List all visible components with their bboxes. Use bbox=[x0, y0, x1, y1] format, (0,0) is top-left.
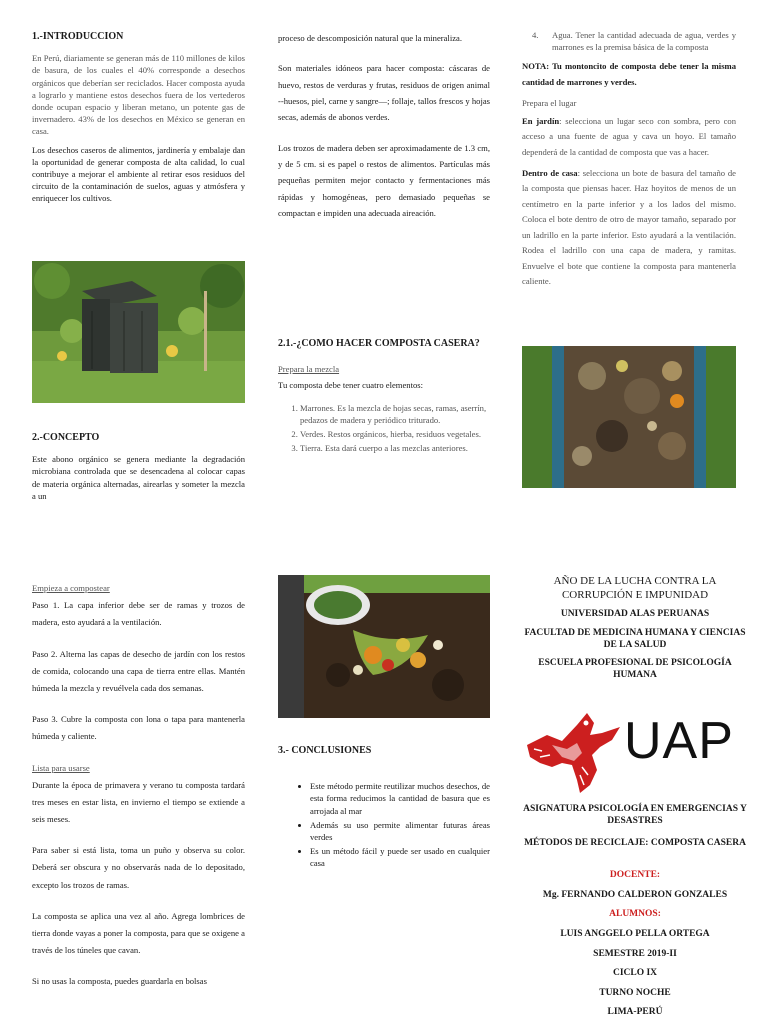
heading-conclusiones: 3.- CONCLUSIONES bbox=[278, 745, 372, 756]
nota-label: NOTA bbox=[522, 61, 547, 72]
list-item: • Además su uso permite alimentar futuras áreas verdes bbox=[310, 819, 490, 843]
prepara-mezcla-label: Prepara la mezcla bbox=[278, 364, 340, 375]
agua-item bbox=[522, 30, 736, 53]
conclusiones-list bbox=[278, 780, 490, 869]
cover-escuela: ESCUELA PROFESIONAL DE PSICOLOGÍA HUMANA bbox=[538, 658, 732, 680]
column-intro bbox=[32, 30, 245, 211]
cover-lugar: LIMA-PERÚ bbox=[607, 1007, 663, 1017]
agua-item-number: 4. bbox=[532, 30, 539, 40]
list-item: 1. Marrones. Es la mezcla de hojas secas, ramas, aserrín, pedazos de madera y periódico triturado. bbox=[300, 402, 490, 426]
materiales-paragraph: Son materiales idóneos para hacer composta: cáscaras de huevo, restos de verduras y frutas, residuos de origen animal --huesos, piel, carne y sangre—; follaje, tallos frescos y hojas secas, además de abonos verdes. bbox=[278, 63, 490, 123]
empieza-compostear-label: Empieza a compostear bbox=[32, 583, 110, 593]
heading-como-hacer: 2.1.-¿COMO HACER COMPOSTA CASERA? bbox=[278, 338, 480, 349]
casa-paragraph bbox=[522, 166, 736, 290]
nota-paragraph bbox=[522, 59, 736, 90]
jardin-label: En jardín bbox=[522, 115, 560, 126]
lista-paragraph-1: Durante la época de primavera y verano tu composta tardará tres meses en estar lista, en invierno el tiempo se extiende a seis meses. bbox=[32, 779, 245, 825]
list-item: • Es un método fácil y puede ser usado en cualquier casa bbox=[310, 845, 490, 869]
column-concepto bbox=[32, 431, 245, 508]
heading-concepto: 2.-CONCEPTO bbox=[32, 432, 100, 443]
uap-logo bbox=[522, 705, 734, 795]
elementos-intro: Tu composta debe tener cuatro elementos: bbox=[278, 380, 424, 391]
cover-alumno: LUIS ANGGELO PELLA ORTEGA bbox=[560, 929, 710, 939]
condor-emblem-icon bbox=[522, 705, 622, 795]
cover-docente-label: DOCENTE: bbox=[609, 870, 661, 880]
nota-text: : Tu montoncito de composta debe tener la misma cantidad de marrones y verdes. bbox=[522, 61, 736, 87]
column-materiales bbox=[278, 30, 490, 227]
paso-3: Paso 3. Cubre la composta con lona o tapa para mantenerla húmeda y caliente. bbox=[32, 714, 245, 742]
food-scraps-photo bbox=[278, 575, 490, 718]
column-conclusiones bbox=[278, 744, 490, 872]
column-compostear bbox=[32, 580, 245, 997]
cover-asignatura: ASIGNATURA PSICOLOGÍA EN EMERGENCIAS Y DESASTRES bbox=[523, 804, 747, 826]
cover-semestre: SEMESTRE 2019-II bbox=[593, 949, 677, 959]
cover-ciclo: CICLO IX bbox=[612, 968, 658, 978]
list-item: 3. Tierra. Esta dará cuerpo a las mezclas anteriores. bbox=[300, 442, 490, 454]
casa-text: : selecciona un bote de basura del tamaño de la composta que piensas hacer. Haz hoyitos de menos de un centímetro en la parte inferior y a los lados del mismo. Coloca el bote dentro de otro de mayor tamaño, separado por un ladrillo en la parte inferior. Esto ayudará a la ventilación. Rodea el ladrillo con una capa de madera, y ramitas. Envuelve el bote que contiene la composta para mantenerla caliente. bbox=[522, 168, 736, 287]
column-lugar bbox=[522, 30, 736, 296]
cover-docente: Mg. FERNANDO CALDERON GONZALES bbox=[542, 890, 728, 900]
heading-introduccion: 1.-INTRODUCCION bbox=[32, 31, 124, 42]
jardin-paragraph bbox=[522, 114, 736, 160]
concepto-paragraph: Este abono orgánico se genera mediante la degradación microbiana controlada que se desencadena al colocar capas de materia orgánica alternadas, airearlas y someter la mezcla a un bbox=[32, 454, 245, 501]
lista-paragraph-2: Para saber si está lista, toma un puño y observa su color. Deberá ser obscura y no observarás nada de lo depositado, excepto los trozos de ramas. bbox=[32, 845, 245, 890]
cover-alumnos-label: ALUMNOS: bbox=[609, 909, 661, 919]
cover-metodos: MÉTODOS DE RECICLAJE: COMPOSTA CASERA bbox=[524, 838, 746, 848]
docente-label-text: DOCENTE bbox=[609, 870, 657, 880]
cover-turno: TURNO NOCHE bbox=[599, 988, 671, 998]
list-item: • Este método permite reutilizar muchos desechos, de esta forma reducimos la cantidad de basura que es arrojada al mar bbox=[310, 780, 490, 817]
lista-paragraph-3: La composta se aplica una vez al año. Agrega lombrices de tierra donde vayas a poner la composta, para que se oxigene a través de los túneles que cavan. bbox=[32, 910, 245, 956]
agua-item-text: Agua. Tener la cantidad adecuada de agua, verdes y marrones es la premisa básica de la composta bbox=[552, 30, 736, 52]
prepara-lugar-label: Prepara el lugar bbox=[522, 98, 577, 109]
cover-facultad: FACULTAD DE MEDICINA HUMANA Y CIENCIAS DE LA SALUD bbox=[524, 628, 746, 650]
cover-ano: AÑO DE LA LUCHA CONTRA LA CORRUPCIÓN E IMPUNIDAD bbox=[553, 575, 717, 601]
elementos-list bbox=[278, 402, 490, 455]
casa-label: Dentro de casa bbox=[522, 168, 578, 178]
alumnos-label-text: ALUMNOS bbox=[609, 909, 658, 919]
materiales-continuation: proceso de descomposición natural que la mineraliza. bbox=[278, 33, 462, 43]
jardin-text: : selecciona un lugar seco con sombra, pero con acceso a una fuente de agua y cava un hoyo. El tamaño dependerá de la cantidad de composta que vas a hacer. bbox=[522, 115, 736, 157]
paso-1: Paso 1. La capa inferior debe ser de ramas y trozos de madera, esto ayudará a la ventilación. bbox=[32, 600, 245, 628]
cover-universidad: UNIVERSIDAD ALAS PERUANAS bbox=[560, 609, 710, 619]
intro-paragraph-1: En Perú, diariamente se generan más de 110 millones de kilos de basura, de los cuales el 40% corresponde a desechos orgánicos que deberían ser reciclados. Hacer composta ayuda a lograrlo y mantiene estos desechos fuera de los vertederos donde ocupan espacio y liberan metano, un potente gas de invernadero. 43% de los desechos en México se generan en casa. bbox=[32, 53, 245, 137]
uap-logo-text: UAP bbox=[624, 712, 734, 770]
lista-usarse-label: Lista para usarse bbox=[32, 762, 90, 773]
lista-paragraph-4: Si no usas la composta, puedes guardarla en bolsas bbox=[32, 976, 207, 987]
list-item: 2. Verdes. Restos orgánicos, hierba, residuos vegetales. bbox=[300, 428, 490, 440]
compost-bin-photo bbox=[32, 261, 245, 403]
compost-box-photo bbox=[522, 346, 736, 488]
madera-paragraph: Los trozos de madera deben ser aproximadamente de 1.3 cm, y de 5 cm. si es papel o restos de alimentos. Partículas más pequeñas permiten mejor contacto y fermentaciones más rápidas y homogéneas, pero demasiado pequeñas se compactan e impiden una adecuada aireación. bbox=[278, 142, 490, 218]
paso-2: Paso 2. Alterna las capas de desecho de jardín con los restos de comida, colocando una capa de tierra entre ellas. Mantén húmeda la mezcla y revuélvela cada dos semanas. bbox=[32, 648, 245, 693]
intro-paragraph-2: Los desechos caseros de alimentos, jardinería y embalaje dan la oportunidad de generar composta de alta calidad, lo cual contribuye a mejorar el ambiente al retirar esos residuos del circuito de la contaminación de suelos, aguas y atmósfera y enriquecer los cultivos. bbox=[32, 144, 245, 204]
column-como-hacer bbox=[278, 337, 490, 456]
